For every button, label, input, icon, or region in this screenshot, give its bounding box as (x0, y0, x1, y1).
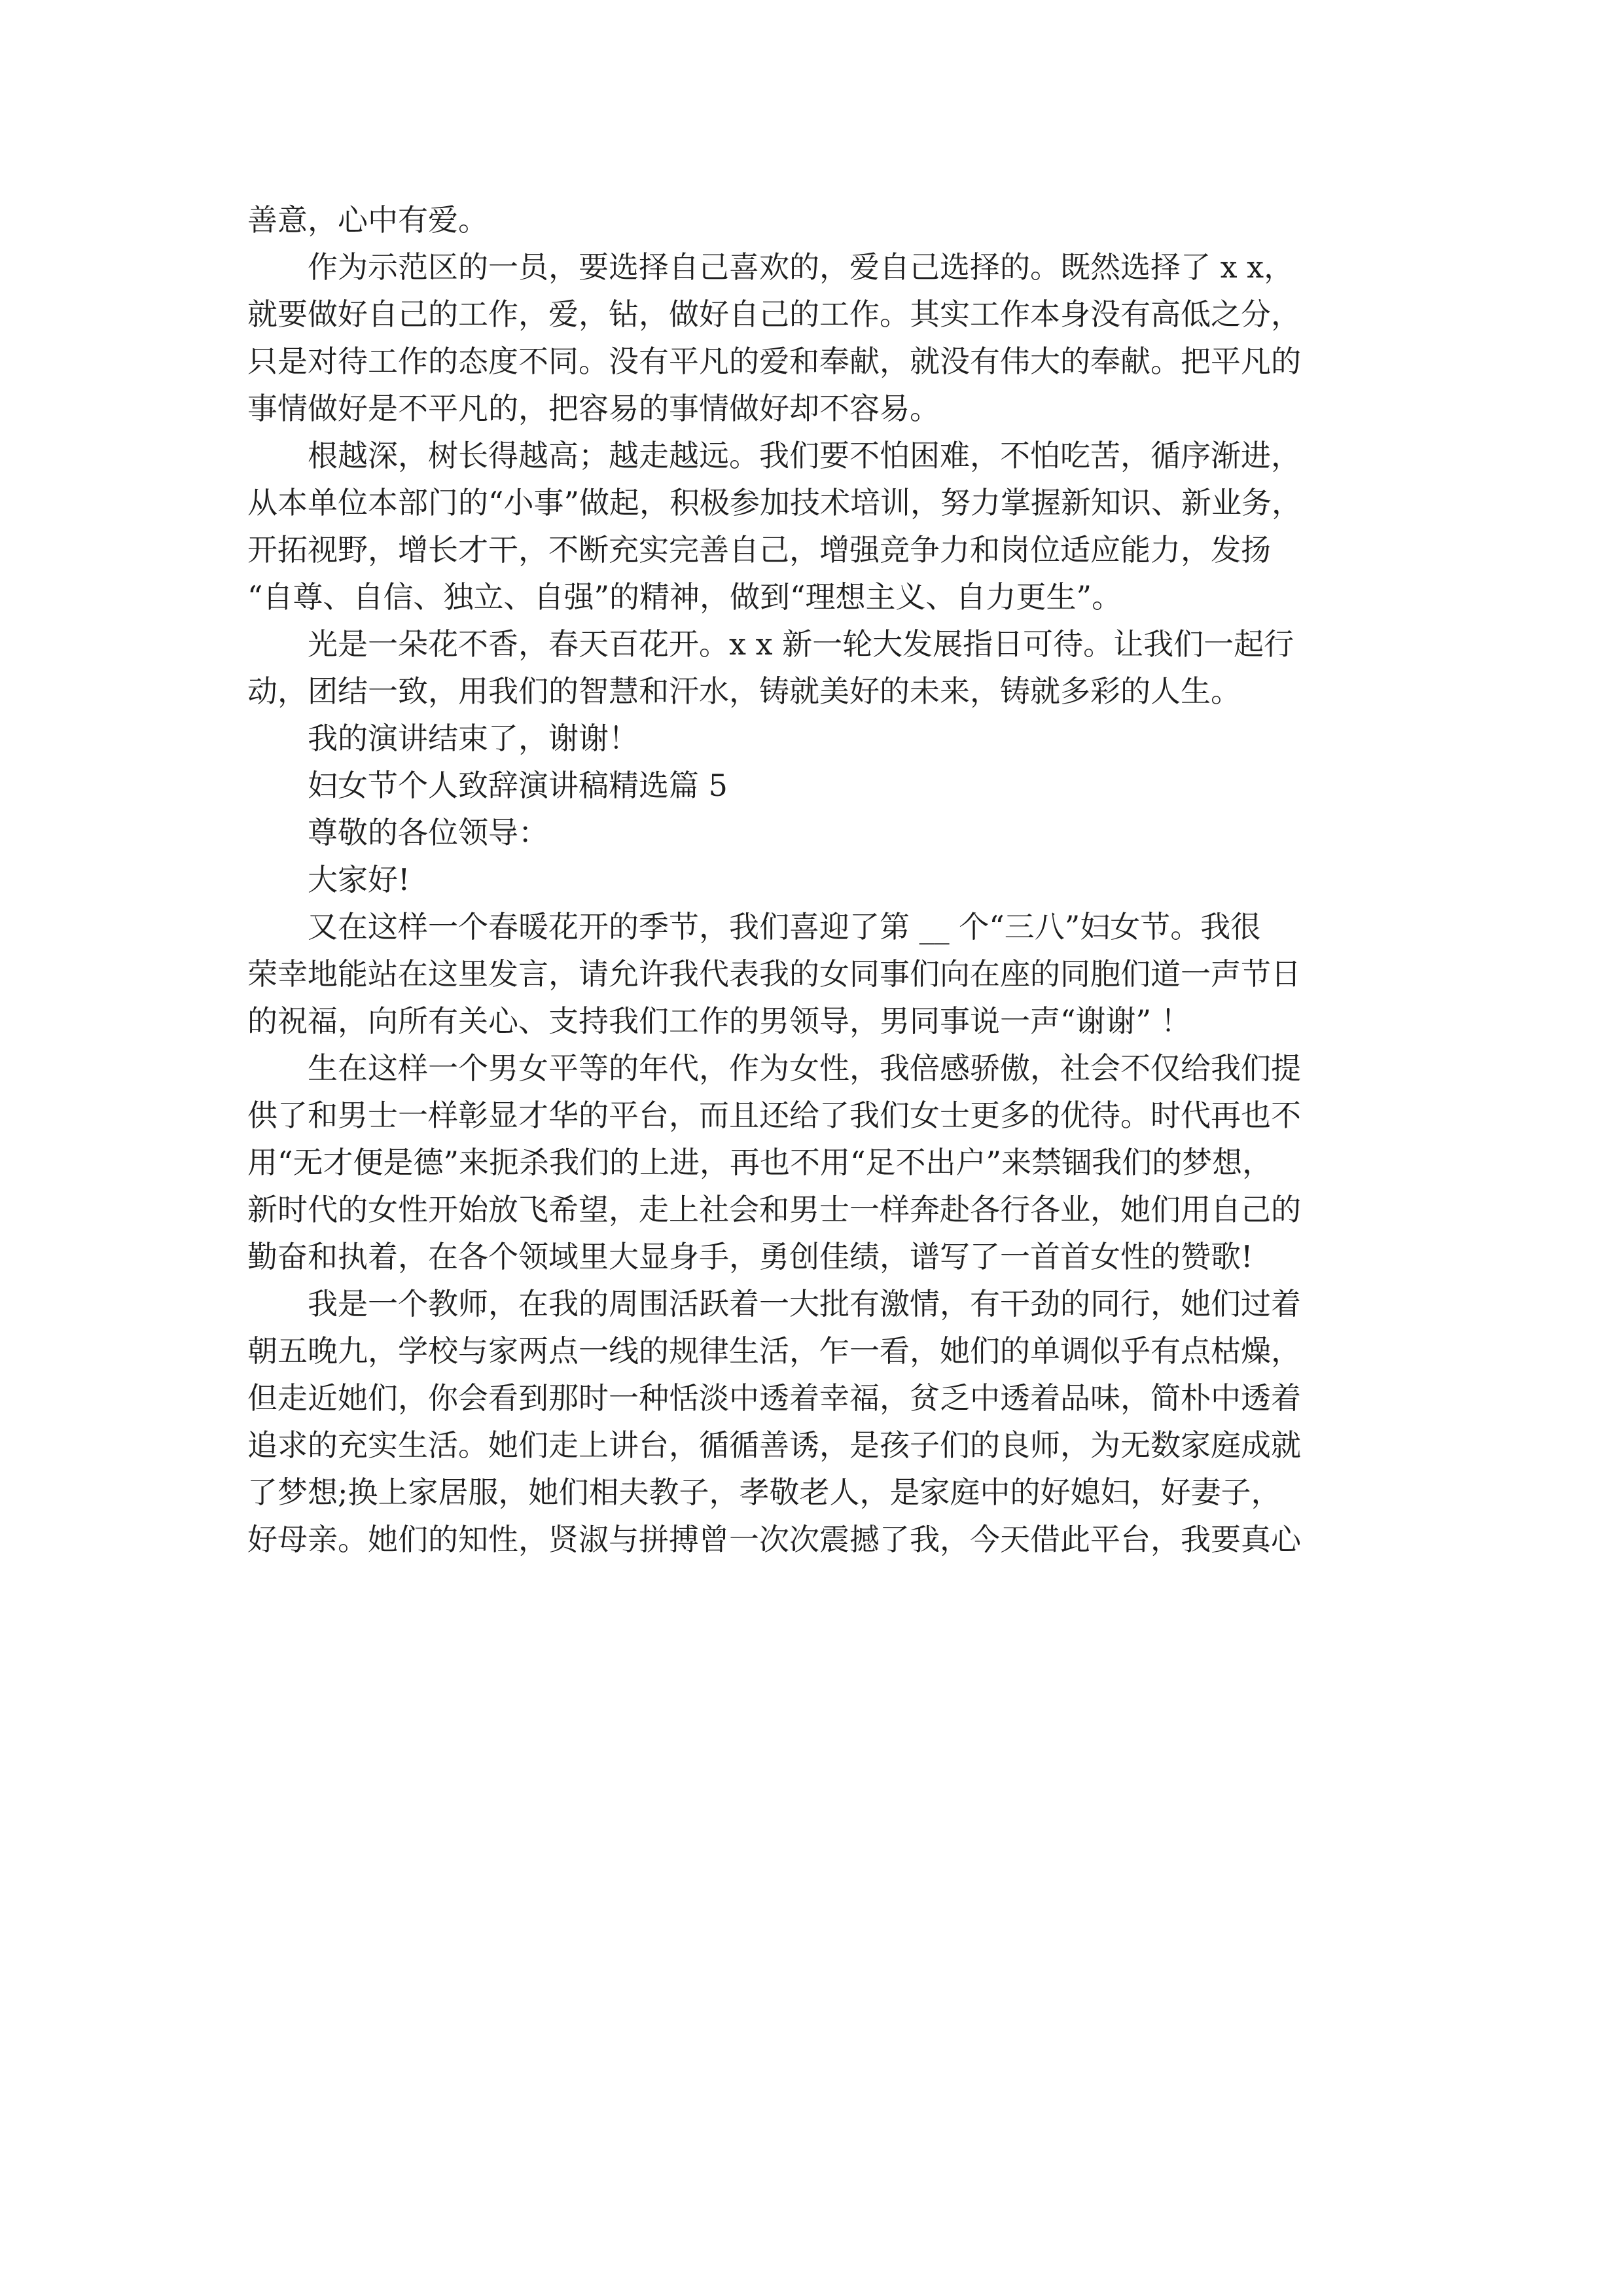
text-line: 善意，心中有爱。 (247, 202, 488, 238)
paragraph (247, 1045, 1374, 1280)
text-line: 生在这样一个男女平等的年代，作为女性，我倍感骄傲，社会不仅给我们提 (308, 1050, 1301, 1086)
text-line: 勤奋和执着，在各个领域里大显身手，勇创佳绩，谱写了一首首女性的赞歌! (247, 1239, 1253, 1274)
paragraph (247, 432, 1374, 620)
text-line: 从本单位本部门的“小事”做起，积极参加技术培训，努力掌握新知识、新业务， (247, 485, 1302, 520)
text-line: 追求的充实生活。她们走上讲台，循循善诱，是孩子们的良师，为无数家庭成就 (247, 1427, 1301, 1463)
text-line: 荣幸地能站在这里发言，请允许我代表我的女同事们向在座的同胞们道一声节日 (247, 956, 1301, 992)
text-line: 尊敬的各位领导： (308, 815, 548, 850)
paragraph (247, 1280, 1374, 1563)
paragraph (247, 620, 1374, 715)
text-line: 只是对待工作的态度不同。没有平凡的爱和奉献，就没有伟大的奉献。把平凡的 (247, 344, 1301, 379)
paragraph (247, 243, 1374, 432)
text-line: 好母亲。她们的知性，贤淑与拼搏曾一次次震撼了我，今天借此平台，我要真心 (247, 1522, 1301, 1557)
text-line: 用“无才便是德”来扼杀我们的上进，再也不用“足不出户”来禁锢我们的梦想， (247, 1145, 1273, 1180)
paragraph (247, 856, 1374, 903)
text-line: 光是一朵花不香，春天百花开。x x 新一轮大发展指日可待。让我们一起行 (308, 626, 1294, 662)
paragraph (247, 809, 1374, 856)
paragraph (247, 715, 1374, 762)
paragraph (247, 762, 1374, 809)
text-line: “自尊、自信、独立、自强”的精神，做到“理想主义、自力更生”。 (247, 579, 1122, 615)
text-line: 事情做好是不平凡的，把容易的事情做好却不容易。 (247, 391, 940, 426)
text-line: 又在这样一个春暖花开的季节，我们喜迎了第 __ 个“三八”妇女节。我很 (308, 909, 1261, 944)
text-line: 的祝福，向所有关心、支持我们工作的男领导，男同事说一声“谢谢” ！ (247, 1003, 1191, 1039)
document-body (247, 196, 1374, 1563)
text-line: 了梦想;换上家居服，她们相夫教子，孝敬老人，是家庭中的好媳妇，好妻子， (247, 1475, 1281, 1510)
text-line: 开拓视野，增长才干，不断充实完善自己，增强竞争力和岗位适应能力，发扬 (247, 532, 1271, 567)
text-line: 就要做好自己的工作，爱，钻，做好自己的工作。其实工作本身没有高低之分， (247, 296, 1301, 332)
text-line: 我的演讲结束了，谢谢！ (308, 721, 639, 756)
text-line: 大家好! (308, 862, 410, 897)
text-line: 作为示范区的一员，要选择自己喜欢的，爱自己选择的。既然选择了 x x， (308, 249, 1294, 285)
paragraph (247, 196, 1374, 243)
text-line: 朝五晚九，学校与家两点一线的规律生活，乍一看，她们的单调似乎有点枯燥， (247, 1333, 1301, 1369)
paragraph (247, 903, 1374, 1045)
text-line: 妇女节个人致辞演讲稿精选篇 5 (308, 768, 728, 803)
text-line: 动，团结一致，用我们的智慧和汗水，铸就美好的未来，铸就多彩的人生。 (247, 673, 1241, 709)
text-line: 供了和男士一样彰显才华的平台，而且还给了我们女士更多的优待。时代再也不 (247, 1098, 1301, 1133)
text-line: 我是一个教师，在我的周围活跃着一大批有激情，有干劲的同行，她们过着 (308, 1286, 1301, 1321)
text-line: 根越深，树长得越高；越走越远。我们要不怕困难，不怕吃苦，循序渐进， (308, 438, 1301, 473)
text-line: 新时代的女性开始放飞希望，走上社会和男士一样奔赴各行各业，她们用自己的 (247, 1192, 1301, 1227)
text-line: 但走近她们，你会看到那时一种恬淡中透着幸福，贫乏中透着品味，简朴中透着 (247, 1380, 1301, 1416)
